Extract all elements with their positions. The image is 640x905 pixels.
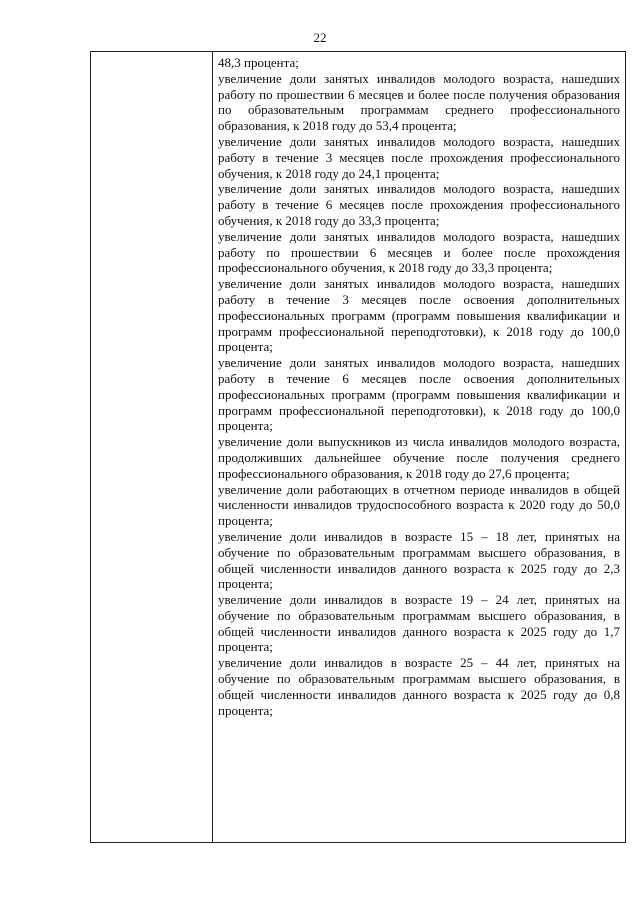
indicator-paragraph: увеличение доли занятых инвалидов молодого возраста, нашедших работу в течение 3 месяцев после прохождения профессионального обучения, к 2018 году до 24,1 процента; [218,133,620,181]
indicator-paragraph: увеличение доли инвалидов в возрасте 15 – 18 лет, принятых на обучение по образовательным программам высшего образования, в общей численности инвалидов данного возраста к 2025 году до 2,3 процента; [218,528,620,592]
page-number: 22 [313,30,327,45]
indicator-paragraph: увеличение доли занятых инвалидов молодого возраста, нашедших работу в течение 6 месяцев после освоения дополнительных профессиональных программ (программ повышения квалификации и программ профессиональной переподготовки), к 2018 году до 100,0 процента; [218,355,620,434]
indicator-paragraph: увеличение доли работающих в отчетном периоде инвалидов в общей численности инвалидов трудоспособного возраста к 2020 году до 50,0 процента; [218,481,620,529]
indicator-paragraph: увеличение доли занятых инвалидов молодого возраста, нашедших работу по прошествии 6 месяцев и более после получения образования по образовательным программам среднего профессионального образования, к 2018 году до 53,4 процента; [218,70,620,134]
indicator-paragraph: увеличение доли занятых инвалидов молодого возраста, нашедших работу в течение 6 месяцев после прохождения профессионального обучения, к 2018 году до 33,3 процента; [218,181,620,228]
table-left-cell [91,52,212,842]
table-content-cell [218,55,620,718]
indicator-paragraph: увеличение доли инвалидов в возрасте 25 – 44 лет, принятых на обучение по образовательным программам высшего образования, в общей численности инвалидов данного возраста к 2025 году до 0,8 процента; [218,655,620,718]
indicator-paragraph: 48,3 процента; [218,55,299,70]
indicator-paragraph: увеличение доли инвалидов в возрасте 19 – 24 лет, принятых на обучение по образовательным программам высшего образования, в общей численности инвалидов данного возраста к 2025 году до 1,7 процента; [218,592,620,655]
document-table [90,51,626,843]
indicator-paragraph: увеличение доли занятых инвалидов молодого возраста, нашедших работу в течение 3 месяцев после освоения дополнительных профессиональных программ (программ повышения квалификации и программ профессиональной переподготовки), к 2018 году до 100,0 процента; [218,276,620,355]
indicator-paragraph: увеличение доли выпускников из числа инвалидов молодого возраста, продолживших дальнейшее обучение после получения среднего профессионального образования, к 2018 году до 27,6 процента; [218,434,620,481]
indicator-paragraph: увеличение доли занятых инвалидов молодого возраста, нашедших работу по прошествии 6 месяцев и более после прохождения профессионального обучения, к 2018 году до 33,3 процента; [218,228,620,276]
column-divider [212,52,213,842]
